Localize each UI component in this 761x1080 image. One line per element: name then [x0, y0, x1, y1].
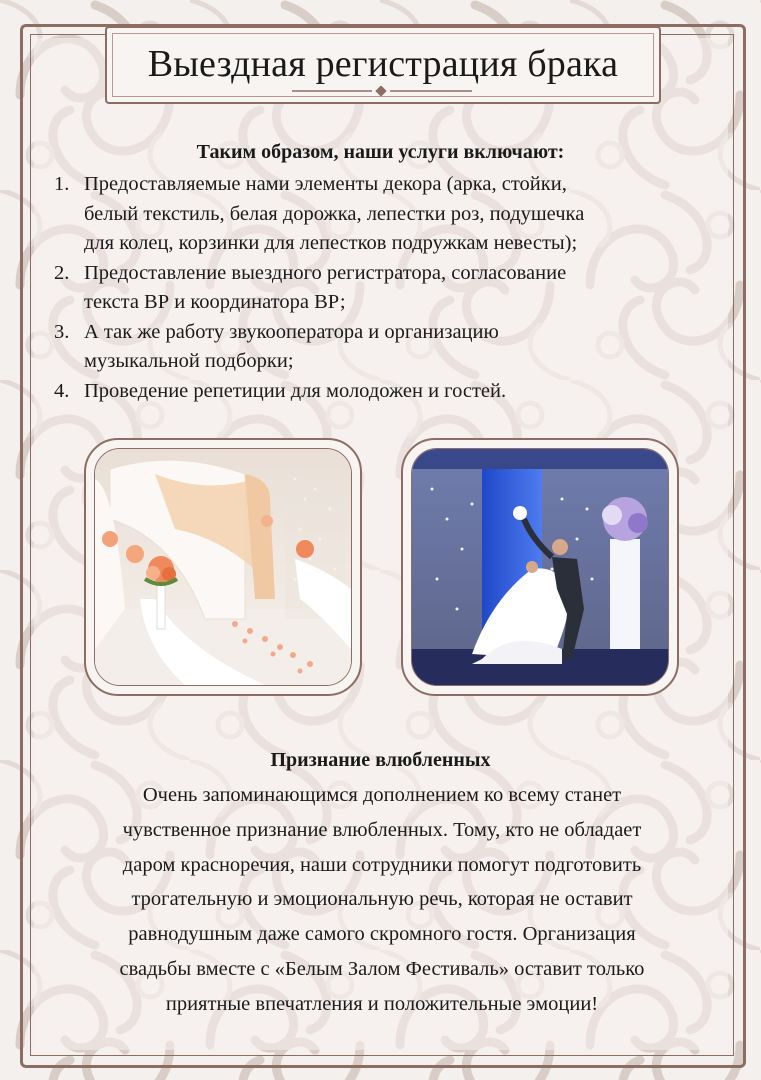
photo-frame-couple	[401, 438, 679, 696]
services-list	[52, 170, 712, 406]
couple-dancing-photo	[412, 449, 668, 685]
paragraph-line: равнодушным даже самого скромного гостя. Организация	[128, 923, 636, 946]
list-line: Предоставление выездного регистратора, согласование	[84, 261, 567, 284]
declaration-paragraph	[44, 778, 720, 1022]
title-ornament-icon	[292, 86, 472, 96]
paragraph-line: даром красноречия, наши сотрудники помогут подготовить	[122, 853, 642, 876]
paragraph-line: приятные впечатления и положительные эмоции!	[165, 992, 599, 1015]
list-line: Предоставляемые нами элементы декора (арка, стойки,	[84, 173, 567, 195]
photo-couple	[411, 448, 669, 686]
list-number: 3.	[54, 320, 70, 343]
declaration-heading: Признание влюбленных	[270, 749, 491, 771]
list-line: музыкальной подборки;	[84, 350, 294, 372]
wedding-arch-decor-photo	[95, 449, 351, 685]
list-number: 1.	[54, 173, 70, 195]
list-line: для колец, корзинки для лепестков подружкам невесты);	[84, 232, 578, 254]
page-title: Выездная регистрация брака	[147, 43, 619, 85]
list-line: белый текстиль, белая дорожка, лепестки роз, подушечка	[84, 202, 585, 225]
list-item	[52, 259, 712, 318]
paragraph-line: чувственное признание влюбленных. Тому, кто не обладает	[122, 818, 642, 841]
photo-decor	[94, 448, 352, 686]
list-item	[52, 318, 712, 377]
services-heading: Таким образом, наши услуги включают:	[196, 141, 565, 163]
paragraph-line: Очень запоминающимся дополнением ко всему станет	[142, 784, 622, 806]
list-line: Проведение репетиции для молодожен и гостей.	[84, 379, 507, 402]
list-item	[52, 170, 712, 259]
list-number: 2.	[54, 261, 70, 284]
paragraph-line: трогательную и эмоциональную речь, которая не оставит	[131, 888, 633, 911]
list-line: текста ВР и координатора ВР;	[84, 291, 346, 313]
photo-frame-decor	[84, 438, 362, 696]
list-item	[52, 377, 712, 407]
list-number: 4.	[54, 379, 70, 402]
list-line: А так же работу звукооператора и организацию	[84, 320, 499, 343]
paragraph-line: свадьбы вместе с «Белым Залом Фестиваль» оставит только	[119, 957, 645, 980]
